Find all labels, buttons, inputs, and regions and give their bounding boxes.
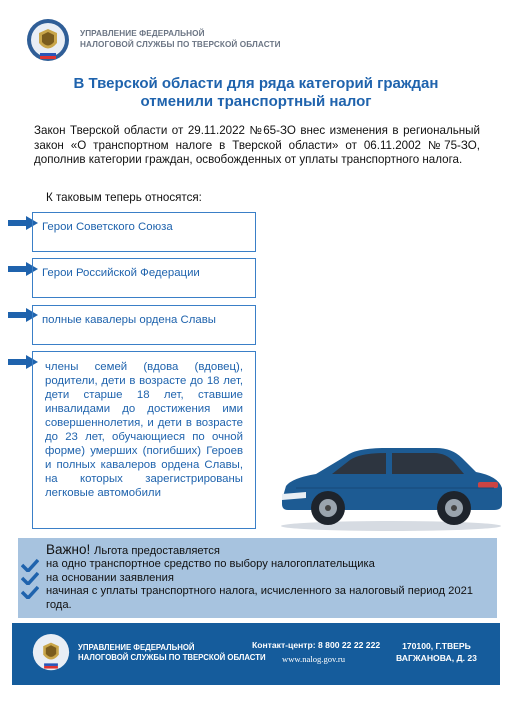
important-panel [18,538,497,618]
contact-center: Контакт-центр: 8 800 22 22 222 [252,640,381,650]
important-label: Важно! [46,542,91,557]
category-box [32,212,256,252]
footer-org-line-2: НАЛОГОВОЙ СЛУЖБЫ ПО ТВЕРСКОЙ ОБЛАСТИ [78,653,266,662]
footer-org-line-1: УПРАВЛЕНИЕ ФЕДЕРАЛЬНОЙ [78,643,195,652]
website-link[interactable]: www.nalog.gov.ru [282,654,346,664]
important-heading-text: Льгота предоставляется [94,545,220,557]
important-list [46,558,486,613]
category-box [32,351,256,529]
footer-org-name [78,643,266,663]
important-item: на одно транспортное средство по выбору налогоплательщика [46,558,375,570]
category-label: члены семей (вдова (вдовец), родители, дети в возрасте до 18 лет, дети старше 18 лет, ставшие инвалидами до достижения ими совершеннолетия, и дети в возрасте до 23 лет, обучающиеся по очной форме) умерших (погибших) Героев и полных кавалеров ордена Славы, на которых зарегистрированы легковые автомобили [45,361,243,499]
checkmark-icon [21,571,39,585]
category-box [32,305,256,345]
title-line-1: В Тверской области для ряда категорий граждан [73,75,439,92]
fns-emblem-icon [32,632,70,674]
address-line-1: 170100, Г.ТВЕРЬ [402,641,471,651]
intro-paragraph: Закон Тверской области от 29.11.2022 №65-ЗО внес изменения в региональный закон «О транспортном налоге в Тверской области» от 06.11.2002 №75-ЗО, дополнив категории граждан, освобожденных от уплаты транспортного налога. [34,124,480,167]
important-item: на основании заявления [46,571,174,584]
org-name [80,28,281,50]
page-title [0,75,512,111]
checkmark-icon [21,585,39,599]
category-label: полные кавалеры ордена Славы [42,314,216,326]
org-line-1: УПРАВЛЕНИЕ ФЕДЕРАЛЬНОЙ [80,29,205,38]
lead-text: К таковым теперь относятся: [46,191,202,204]
header [26,18,486,66]
fns-emblem-icon [26,18,70,64]
category-box [32,258,256,298]
title-line-2: отменили транспортный налог [140,93,372,110]
car-illustration [276,438,506,532]
category-label: Герои Российской Федерации [42,267,200,279]
important-item: начиная с уплаты транспортного налога, исчисленного за налоговый период 2021 года. [46,585,474,612]
org-line-2: НАЛОГОВОЙ СЛУЖБЫ ПО ТВЕРСКОЙ ОБЛАСТИ [80,40,281,49]
checkmark-icon [21,558,39,572]
category-label: Герои Советского Союза [42,221,173,233]
footer [12,623,500,685]
address-line-2: ВАГЖАНОВА, Д. 23 [396,653,477,663]
important-heading [46,542,220,557]
address [396,640,477,664]
